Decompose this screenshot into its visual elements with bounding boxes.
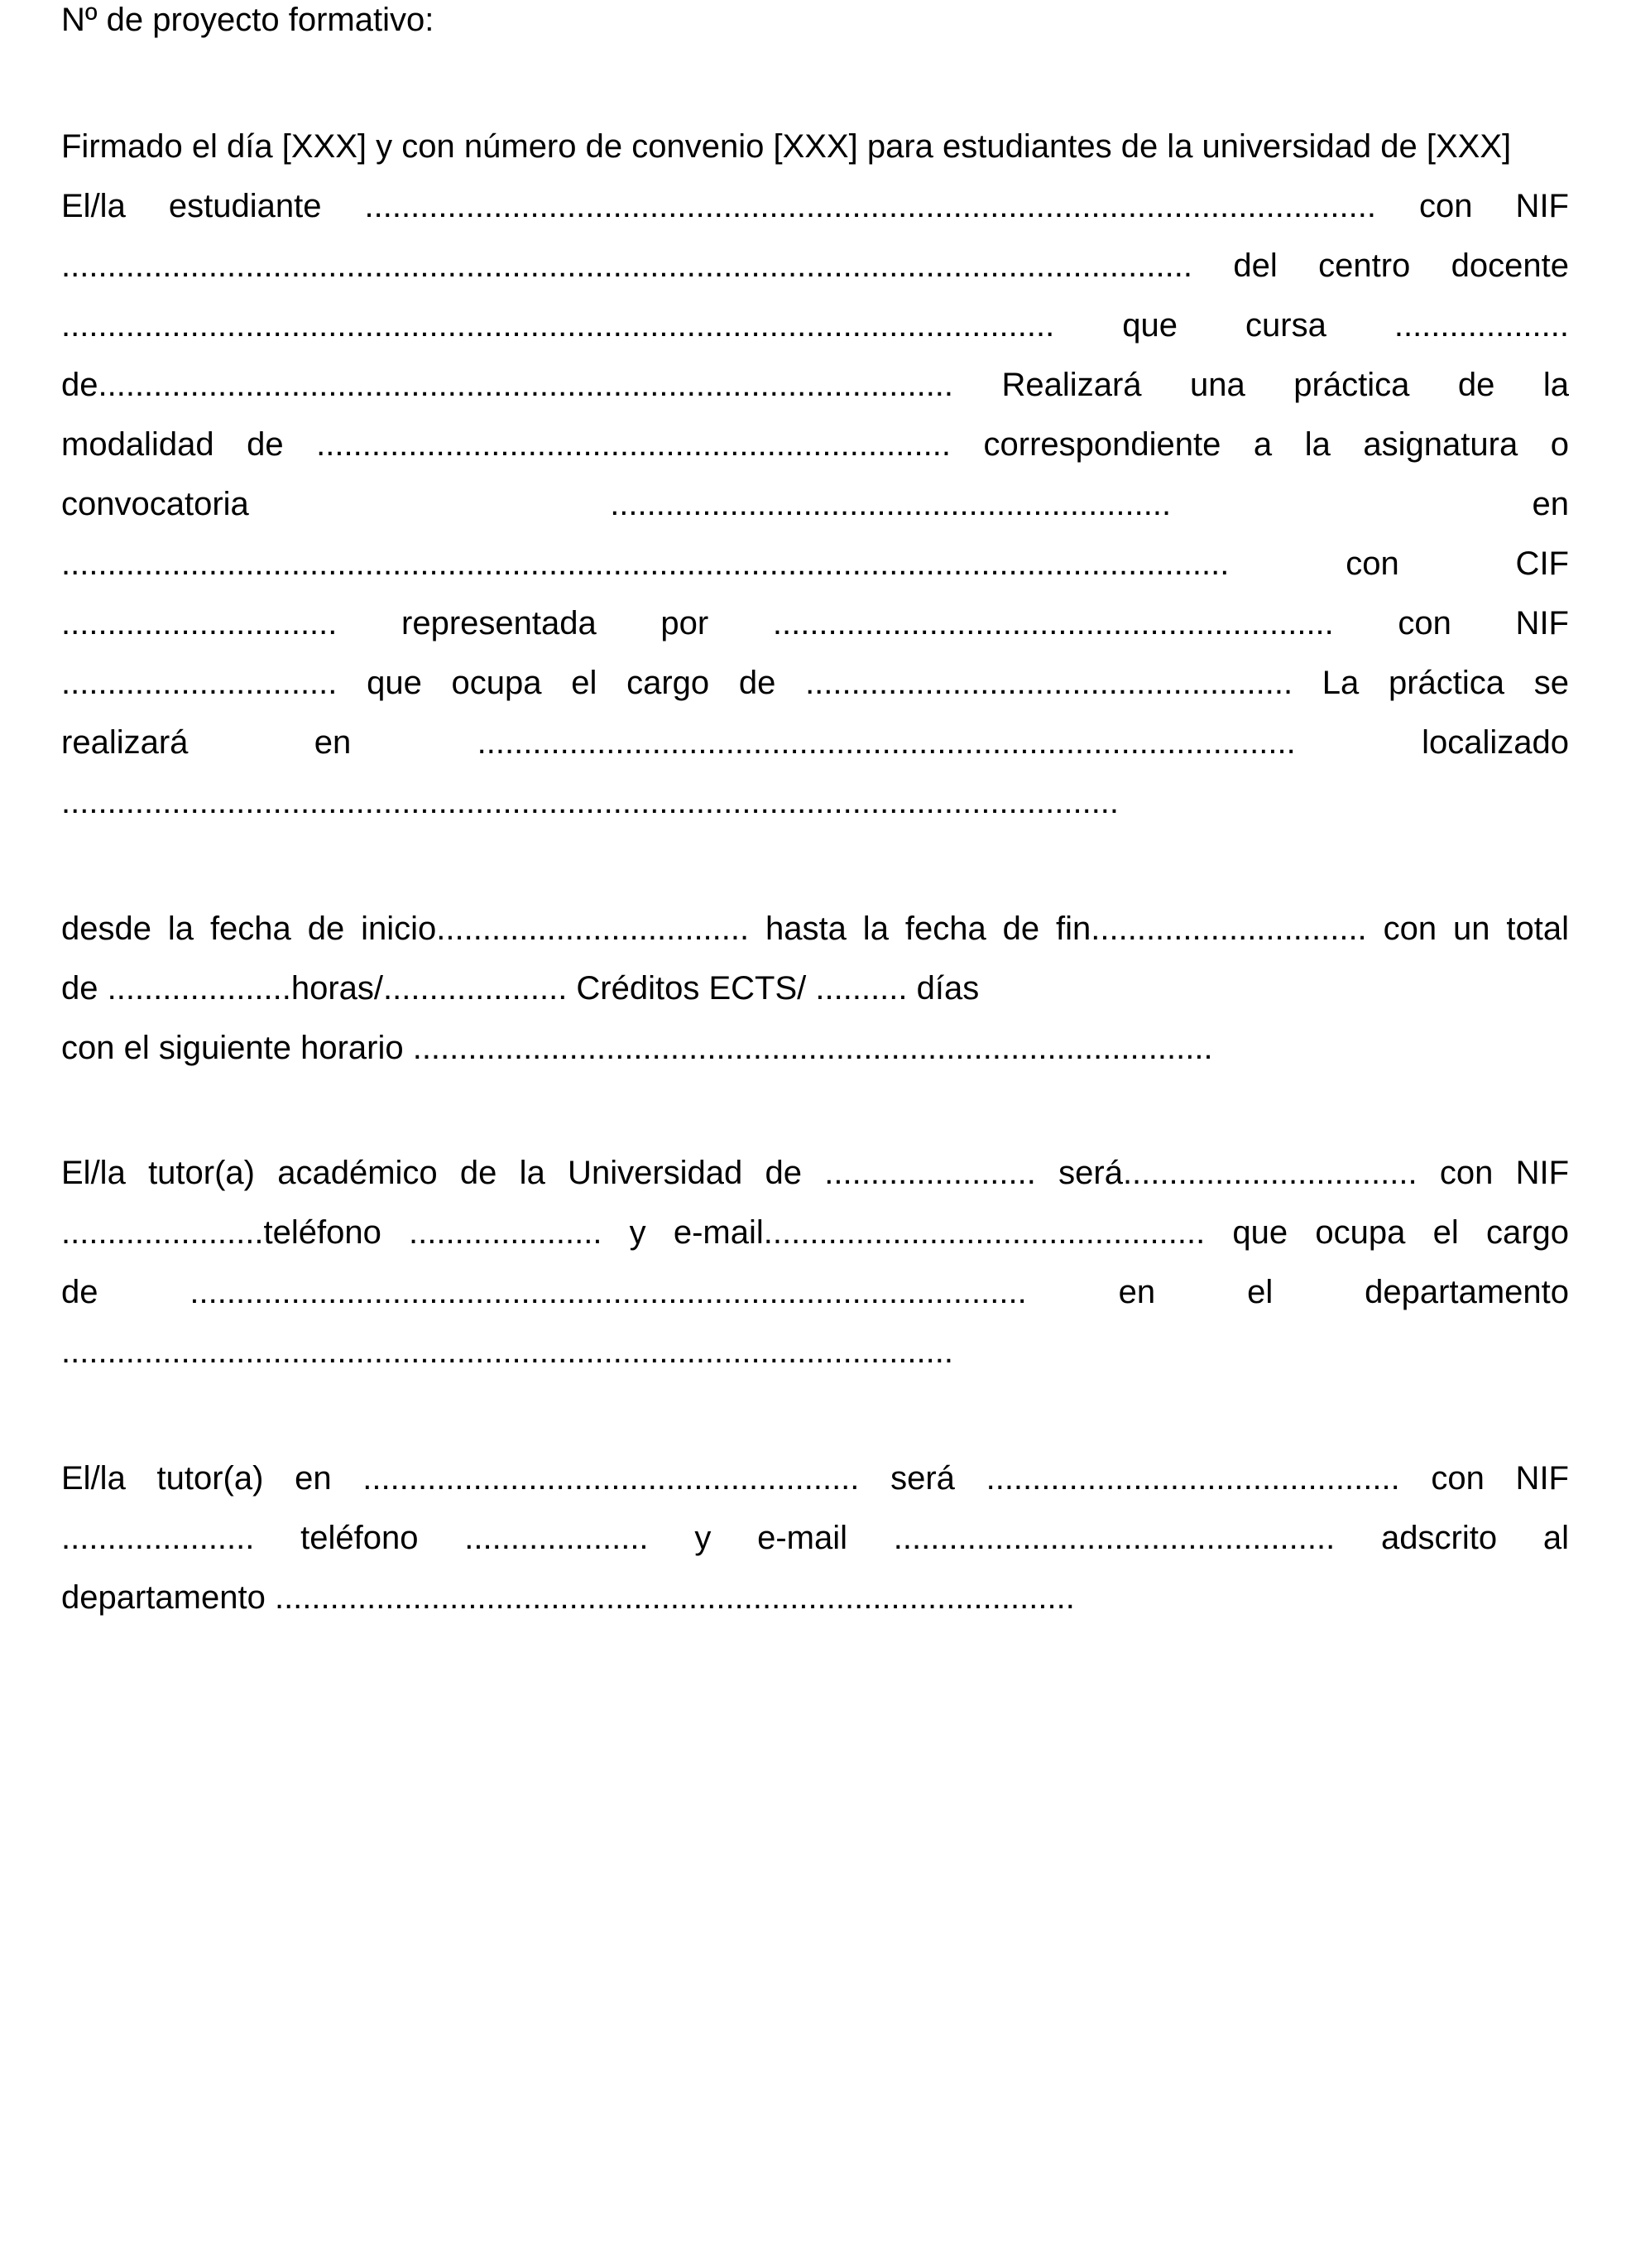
paragraph-line: El/la estudiante .............................................................................................................. con NIF bbox=[61, 188, 1569, 224]
paragraph-line: ............................................................................................................ que cursa ................... bbox=[61, 307, 1569, 344]
academic-tutor-paragraph bbox=[61, 1143, 1569, 1381]
dates-paragraph bbox=[61, 899, 1569, 1078]
paragraph-line: realizará en ......................................................................................... localizado bbox=[61, 724, 1569, 761]
paragraph-line: departamento ....................................................................................... bbox=[61, 1579, 1075, 1616]
paragraph-line: convocatoria ............................................................. en bbox=[61, 486, 1569, 522]
paragraph-line: ............................................................................................................................... con CIF bbox=[61, 545, 1569, 582]
paragraph-line: modalidad de ..................................................................... correspondiente a la asignatura o bbox=[61, 426, 1569, 463]
project-number-label: Nº de proyecto formativo: bbox=[61, 2, 434, 38]
paragraph-line: desde la fecha de inicio.................................. hasta la fecha de fin.............................. con un total bbox=[61, 911, 1569, 947]
paragraph-line: de ........................................................................................... en el departamento bbox=[61, 1274, 1569, 1310]
paragraph-line: ..................... teléfono .................... y e-mail ................................................ adscrito al bbox=[61, 1520, 1569, 1556]
paragraph-line: .............................. representada por ............................................................. con NIF bbox=[61, 605, 1569, 641]
company-tutor-paragraph bbox=[61, 1449, 1569, 1627]
agreement-paragraph bbox=[61, 117, 1569, 832]
paragraph-line: de ....................horas/.................... Créditos ECTS/ .......... días bbox=[61, 970, 980, 1007]
paragraph-line: de............................................................................................. Realizará una práctica de la bbox=[61, 367, 1569, 403]
paragraph-line: con el siguiente horario ....................................................................................... bbox=[61, 1030, 1213, 1066]
paragraph-line: ........................................................................................................................... del centro docente bbox=[61, 247, 1569, 284]
paragraph-line: Firmado el día [XXX] y con número de convenio [XXX] para estudiantes de la universidad de [XXX] bbox=[61, 128, 1512, 165]
paragraph-line: El/la tutor(a) en ...................................................... será ............................................. con NIF bbox=[61, 1460, 1569, 1497]
paragraph-line: ................................................................................................. bbox=[61, 1333, 953, 1370]
paragraph-line: .............................. que ocupa el cargo de ..................................................... La práctica se bbox=[61, 665, 1569, 701]
paragraph-line: ......................teléfono ..................... y e-mail................................................ que ocupa el cargo bbox=[61, 1214, 1569, 1251]
paragraph-line: ................................................................................................................... bbox=[61, 784, 1120, 820]
paragraph-line: El/la tutor(a) académico de la Universidad de ....................... será................................ con NIF bbox=[61, 1155, 1569, 1191]
